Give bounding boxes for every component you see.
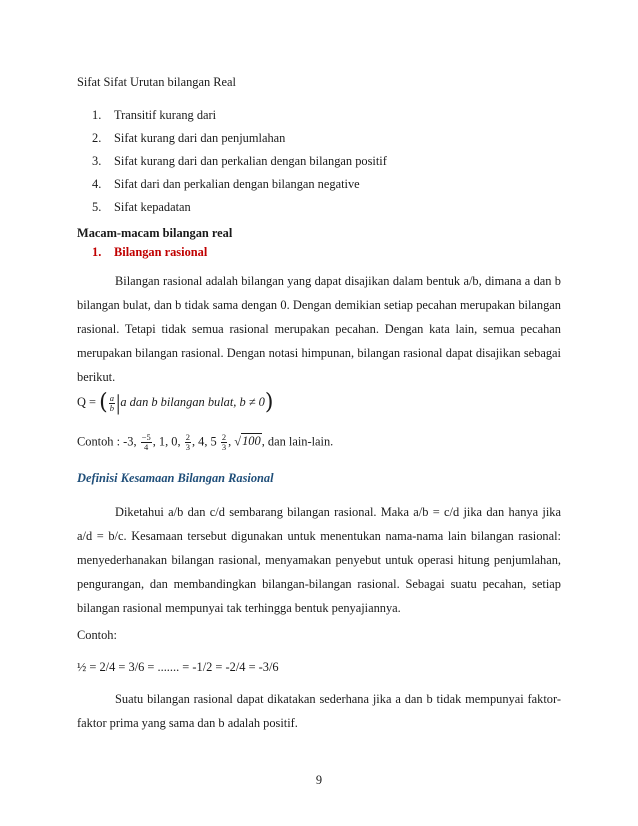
list-text: Sifat kurang dari dan penjumlahan (114, 131, 286, 145)
paragraph-line: a/d = b/c. Kesamaan tersebut digunakan untuk menentukan nama-nama lain bilangan rasional: (77, 529, 561, 543)
fraction-denominator: 3 (221, 442, 227, 452)
contoh-rasional-line (77, 433, 333, 452)
sub-heading-bilangan-rasional (92, 245, 207, 260)
fraction-numerator: 2 (185, 432, 190, 442)
list-text: Transitif kurang dari (114, 108, 217, 122)
list-text: Sifat kepadatan (114, 200, 191, 214)
fraction-numerator: a (109, 392, 114, 403)
set-notation-formula (77, 392, 273, 414)
list-item (92, 177, 360, 192)
right-paren: ) (264, 390, 274, 415)
contoh-mid: , 1, 0, (152, 434, 184, 449)
paragraph-line: Diketahui a/b dan c/d sembarang bilangan rasional. Maka a/b = c/d jika dan hanya jika (115, 505, 561, 519)
sqrt-symbol: √ (234, 434, 242, 449)
heading-sifat-urutan: Sifat Sifat Urutan bilangan Real (77, 75, 236, 89)
list-item (92, 154, 387, 169)
fraction (141, 433, 152, 452)
list-number: 1. (92, 108, 102, 122)
fraction-numerator: 2 (221, 432, 227, 442)
fraction-denominator: b (109, 402, 114, 413)
fraction-denominator: 4 (144, 442, 149, 452)
contoh-suffix: , dan lain-lain. (261, 434, 334, 449)
sqrt-value: 100 (242, 434, 261, 449)
paragraph-line: bilangan bulat, dan b tidak sama dengan 0. Dengan demikian setiap pecahan merupakan bilangan (77, 298, 561, 312)
list-number: 2. (92, 131, 102, 145)
sub-heading-text: Bilangan rasional (114, 245, 208, 259)
list-item (92, 131, 285, 146)
sub-heading-number: 1. (92, 245, 102, 259)
paragraph-line: faktor prima yang sama dan b adalah positif. (77, 716, 298, 730)
set-bar: | (115, 390, 121, 415)
paragraph-line: Suatu bilangan rasional dapat dikatakan sederhana jika a dan b tidak mempunyai faktor- (115, 692, 561, 706)
list-number: 3. (92, 154, 102, 168)
paragraph-line: bilangan rasional mempunyai tak terhingga bentuk penyajiannya. (77, 601, 401, 615)
contoh-mid: , (228, 434, 235, 449)
contoh-label: Contoh: (77, 628, 117, 642)
paragraph-line: menyederhanakan bilangan rasional, menyamakan penyebut untuk operasi hitung penjumlahan, (77, 553, 561, 567)
definition-heading: Definisi Kesamaan Bilangan Rasional (77, 471, 274, 485)
list-item (92, 200, 191, 215)
list-number: 4. (92, 177, 102, 191)
contoh-equation: ½ = 2/4 = 3/6 = ....... = -1/2 = -2/4 = -3/6 (77, 660, 279, 674)
fraction-denominator: 3 (185, 442, 190, 452)
page-number: 9 (315, 773, 323, 787)
fraction (109, 394, 115, 413)
set-condition: a dan b bilangan bulat, b ≠ 0 (120, 394, 265, 409)
list-number: 5. (92, 200, 102, 214)
paragraph-line: pengurangan, dan membandingkan bilangan-bilangan rasional. Sebagai suatu pecahan, setiap (77, 577, 561, 591)
paragraph-line: rasional. Tetapi tidak semua rasional merupakan pecahan. Dengan kata lain, semua pecahan (77, 322, 561, 336)
heading-macam-bilangan: Macam-macam bilangan real (77, 226, 233, 240)
paragraph-line: berikut. (77, 370, 116, 384)
list-text: Sifat dari dan perkalian dengan bilangan negative (114, 177, 360, 191)
fraction-numerator: −5 (141, 432, 151, 442)
fraction (221, 433, 227, 452)
list-item (92, 108, 216, 123)
contoh-mid: , 4, 5 (191, 434, 220, 449)
formula-lhs: Q = (77, 394, 100, 409)
list-text: Sifat kurang dari dan perkalian dengan bilangan positif (114, 154, 387, 168)
contoh-prefix: Contoh : -3, (77, 434, 140, 449)
paragraph-line: Bilangan rasional adalah bilangan yang dapat disajikan dalam bentuk a/b, dimana a dan b (115, 274, 561, 288)
fraction (185, 433, 191, 452)
left-paren: ( (99, 390, 108, 415)
paragraph-line: merupakan bilangan rasional. Dengan notasi himpunan, bilangan rasional dapat disajikan sebagai (77, 346, 561, 360)
